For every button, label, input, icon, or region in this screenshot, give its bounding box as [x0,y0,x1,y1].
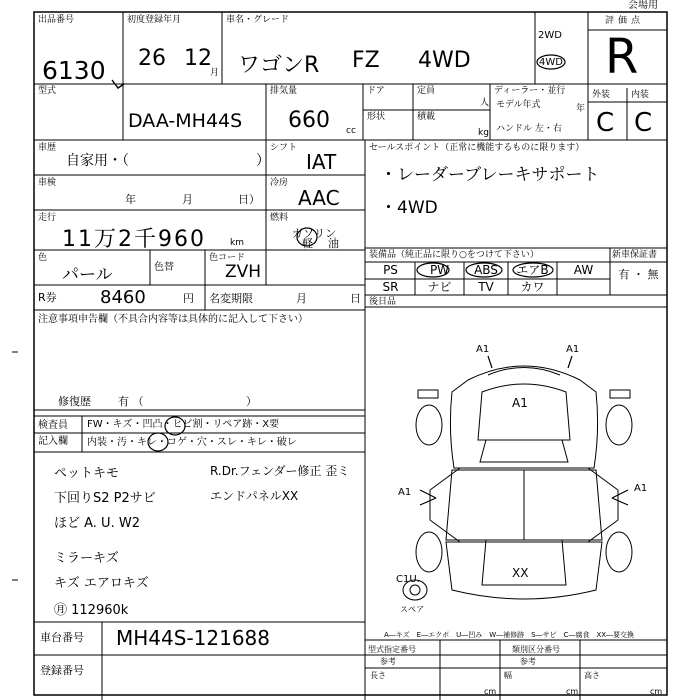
height-label: 高さ [584,671,600,680]
shift-label: シフト [270,143,298,153]
score-label: 評価点 [605,16,645,26]
spare-label: スペア [400,605,424,614]
repair-history-close: ） [246,395,257,408]
dealer-label: ディーラー・並行 [494,86,566,96]
color-label: 色 [38,253,48,263]
equip-sr: SR [382,280,399,294]
width-label: 幅 [504,671,512,680]
exterior-grade: C [596,108,615,138]
handle-label: ハンドル 左・右 [496,124,562,134]
class-number-label: 類別区分番号 [512,645,560,654]
color-code-value: ZVH [225,262,262,282]
equip-pw: PW [429,263,450,277]
model-year-label: モデル年式 [496,100,541,110]
fuel-label: 燃料 [270,213,289,223]
warranty-yes-no: 有 ・ 無 [618,268,659,281]
exterior-label: 外装 [592,90,611,100]
transfer-day: 日 [350,292,361,305]
inspection-day: 日） [238,193,260,206]
spec-ref: 参考 [380,657,396,666]
load-label: 積載 [417,112,436,122]
sales-points-label: セールスポイント（正常に機能するものに限ります） [369,143,585,153]
venue-label: 会場用 [628,0,658,11]
remark-left-1: ペットキモ [54,466,120,481]
score-value: R [605,29,639,85]
model-grade-label: 車名・グレード [226,15,290,25]
model-type-value: DAA-MH44S [128,110,243,132]
ac-label: 冷房 [270,178,289,188]
repair-history-label: 修復歴 [58,395,91,408]
remark-left-2: 下回りS2 P2サビ [54,491,156,506]
model-type-label: 型式 [38,86,57,96]
drive-mark-2wd: 2WD [538,30,562,41]
length-label: 長さ [370,671,386,680]
equip-navi: ナビ [427,280,452,294]
inspector-label: 検査員 [38,420,68,431]
sales-point-1: ・レーダーブレーキサポート [380,165,600,185]
first-reg-month-unit: 月 [210,68,220,78]
chassis-value: MH44S-121688 [116,626,271,650]
drive-mark-4wd: 4WD [539,57,563,68]
equipment-label: 装備品（純正品に限り○をつけて下さい） [369,250,539,260]
inspector-entry-label: 記入欄 [38,436,68,447]
shift-value: IAT [306,150,337,174]
remark-left-3: ほど A. U. W2 [54,516,140,531]
recycle-value: 8460 [100,287,146,308]
remark-right-1: R.Dr.フェンダー修正 歪ミ [210,464,350,478]
class-ref: 参考 [520,657,536,666]
fuel-light: 軽 [302,237,313,250]
history-value: 自家用・（ [66,153,129,169]
car-diagram [403,356,632,600]
capacity-label: 定員 [417,86,436,96]
inspection-label: 車検 [38,178,57,188]
spec-number-label: 型式指定番号 [368,645,416,654]
ac-value: AAC [298,186,340,210]
diagram-mark-right-side: A1 [634,483,648,494]
interior-label: 内装 [631,90,650,100]
diagram-mark-front-left: A1 [476,344,490,355]
lot-label: 出品番号 [38,15,75,25]
length-unit: cm [484,687,497,696]
model-name: ワゴンR [238,53,320,78]
repair-history-value: 有 （ [118,395,144,408]
equip-ps: PS [383,263,398,277]
color-value: パール [62,265,113,285]
equip-leather: カワ [520,280,545,294]
equip-abs: ABS [474,263,498,277]
capacity-unit: 人 [480,98,490,108]
transfer-month: 月 [296,292,307,305]
diagram-mark-spare: C1U. [396,574,420,585]
sales-point-2: ・4WD [380,198,438,218]
diagram-mark-front-right: A1 [566,344,580,355]
inspection-month: 月 [182,193,193,206]
color-change-label: 色替 [154,262,174,273]
post-date-label: 後日品 [369,297,397,307]
diagram-mark-left-side: A1 [398,487,412,498]
interior-grade: C [634,108,653,138]
remark-left-6: ㊊ 112960k [54,603,129,618]
inspection-year: 年 [125,193,136,206]
model-year-unit: 年 [576,104,586,114]
inspector-row-interior: 内装・汚・キレ・コゲ・穴・スレ・キレ・破レ [87,437,297,448]
remark-left-5: キズ エアロキズ [54,576,149,591]
load-unit: kg [478,128,489,138]
height-unit: cm [650,687,663,696]
model-grade: FZ [352,48,380,73]
fuel-oil: 油 [328,237,339,250]
first-reg-label: 初度登録年月 [127,15,182,25]
registration-label: 登録番号 [40,664,84,677]
model-drive: 4WD [418,48,471,73]
lot-number: 6130 [42,56,106,85]
mileage-unit: km [230,238,244,248]
fuel-gas: ガソリン [292,227,336,240]
remark-right-2: エンドパネルXX [210,489,299,503]
history-label: 車歴 [38,143,57,153]
doors-label: ドア [367,86,385,96]
equip-tv: TV [478,280,494,294]
first-reg-year: 26 [138,46,166,71]
transfer-deadline-label: 名変期限 [209,292,253,305]
first-reg-month: 12 [184,46,212,71]
equip-airbag: エアB [516,263,549,277]
mileage-label: 走行 [38,213,57,223]
remark-left-4: ミラーキズ [54,551,119,566]
color-code-label: 色コード [209,253,246,263]
recycle-label: R券 [38,291,57,304]
displacement-value: 660 [288,108,330,133]
mileage-value: 11万2千960 [62,227,206,252]
recycle-unit: 円 [183,292,194,305]
displacement-label: 排気量 [270,86,298,96]
chassis-label: 車台番号 [40,631,84,644]
notes-label: 注意事項申告欄（不具合内容等は具体的に記入して下さい） [38,314,308,325]
displacement-unit: cc [346,126,356,136]
damage-legend: A―キズ E―エクボ U―凹み W―補修跡 S―サビ C―腐食 XX―要交換 [384,631,635,639]
shape-label: 形状 [367,112,386,122]
equip-aw: AW [573,263,594,277]
diagram-mark-hood: A1 [512,396,528,410]
inspector-row-exterior: FW・キズ・凹凸・ヒビ割・リペア跡・X要 [87,419,280,430]
diagram-mark-rear: XX [512,566,529,580]
history-close: ） [256,153,270,169]
width-unit: cm [566,687,579,696]
new-warranty-label: 新車保証書 [612,250,658,260]
